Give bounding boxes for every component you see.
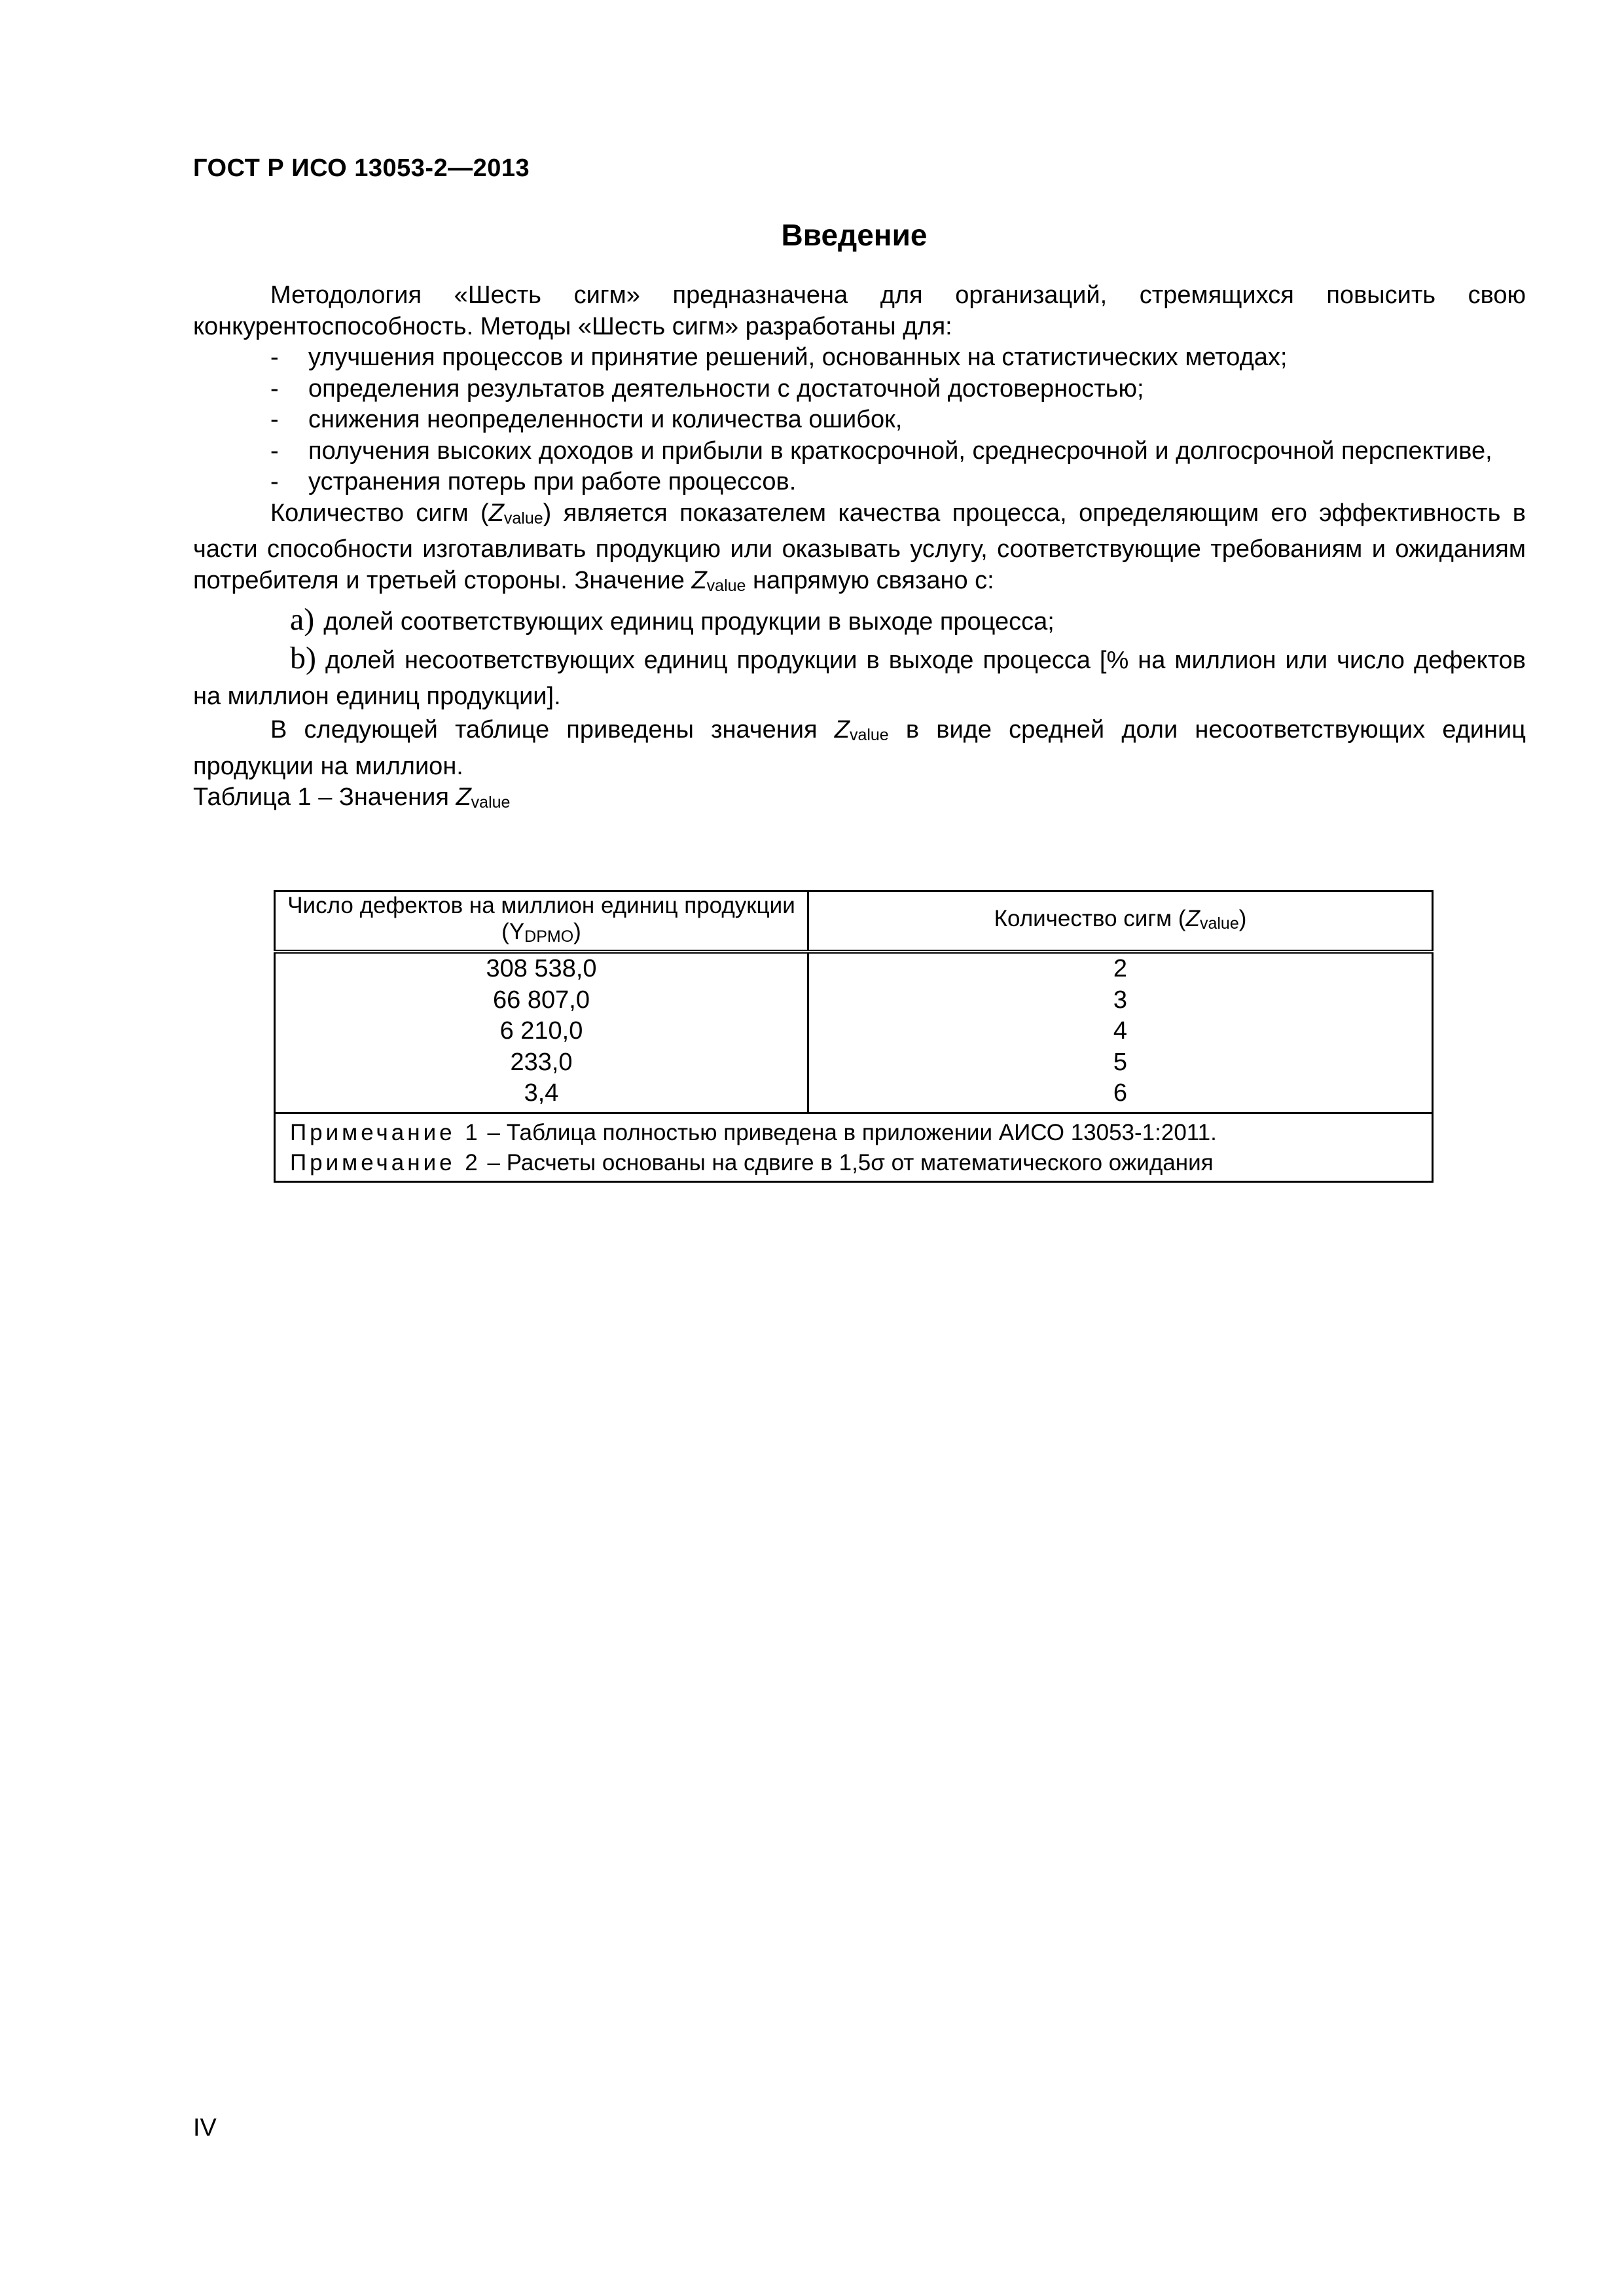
bullet-item-1 <box>193 342 1526 374</box>
bullet-text: улучшения процессов и принятие решений, основанных на статистических методах; <box>308 344 1288 371</box>
sigma-table <box>274 890 1434 1183</box>
table-caption <box>193 782 1526 819</box>
text-run: Количество сигм ( <box>270 499 489 527</box>
note-label: Примечание 2 <box>290 1149 481 1175</box>
bullet-item-4 <box>193 436 1526 467</box>
section-title: Введение <box>781 218 928 252</box>
note-label: Примечание 1 <box>290 1119 481 1145</box>
enum-text: долей несоответствующих единиц продукции в выходе процесса [% на миллион или число дефектов на миллион единиц продукции]. <box>193 647 1526 710</box>
z-symbol: Z <box>456 783 471 811</box>
dash-marker: - <box>270 437 279 465</box>
bullet-item-3 <box>193 404 1526 436</box>
cell-dpmo: 233,0 <box>275 1047 808 1079</box>
z-symbol: Z <box>691 566 707 594</box>
caption-text: Таблица 1 – Значения <box>193 783 456 811</box>
text-run: в виде средней доли несоответствующих единиц продукции на миллион. <box>193 716 1526 780</box>
cell-sigma: 2 <box>808 952 1433 985</box>
sigma-table-container <box>274 890 1434 1183</box>
cell-sigma: 4 <box>808 1016 1433 1047</box>
cell-dpmo: 3,4 <box>275 1078 808 1113</box>
y-subscript: DPMO <box>524 927 574 946</box>
text-run: ) является показателем качества процесса, определяющим его эффективность в части способности изготавливать продукцию или оказывать услугу, соответствующие требованиям и ожиданиям потребителя и третьей стороны. Значение <box>193 499 1526 594</box>
table-note-2 <box>290 1148 1417 1178</box>
z-symbol: Z <box>488 499 504 527</box>
table-row <box>275 1078 1433 1113</box>
z-subscript: value <box>503 509 543 528</box>
z-subscript: value <box>471 793 511 812</box>
table-row <box>275 985 1433 1016</box>
z-subscript: value <box>1199 914 1239 933</box>
text-run: В следующей таблице приведены значения <box>270 716 835 744</box>
dash-marker: - <box>270 406 279 433</box>
header-text-end: ) <box>573 918 581 944</box>
header-text: Количество сигм ( <box>994 905 1186 931</box>
y-symbol: Y <box>509 918 525 944</box>
enum-item-b <box>193 640 1526 715</box>
cell-sigma: 3 <box>808 985 1433 1016</box>
dash-marker: - <box>270 468 279 495</box>
bullet-text: получения высоких доходов и прибыли в краткосрочной, среднесрочной и долгосрочной перспективе, <box>308 437 1492 465</box>
enum-item-a <box>193 601 1526 640</box>
bullet-text: определения результатов деятельности с достаточной достоверностью; <box>308 374 1144 403</box>
table-notes-row <box>275 1113 1433 1181</box>
note-text: – Расчеты основаны на сдвиге в 1,5σ от математического ожидания <box>480 1149 1214 1175</box>
text-run: напрямую связано с: <box>746 566 994 594</box>
z-subscript: value <box>849 726 889 744</box>
header-text: Число дефектов на миллион единиц продукции ( <box>287 892 795 944</box>
bullet-text: снижения неопределенности и количества ошибок, <box>308 406 903 433</box>
note-text: – Таблица полностью приведена в приложении АИСО 13053-1:2011. <box>480 1119 1217 1145</box>
table-header-row <box>275 891 1433 952</box>
intro-paragraph-1: Методология «Шесть сигм» предназначена для организаций, стремящихся повысить свою конкурентоспособность. Методы «Шесть сигм» разработаны для: <box>193 281 1526 340</box>
enum-text: долей соответствующих единиц продукции в выходе процесса; <box>323 608 1055 636</box>
document-code-header: ГОСТ Р ИСО 13053-2—2013 <box>193 154 530 182</box>
table-row <box>275 1047 1433 1079</box>
enum-marker: a) <box>290 602 315 637</box>
header-text-end: ) <box>1238 905 1247 931</box>
cell-dpmo: 66 807,0 <box>275 985 808 1016</box>
sigma-definition-paragraph <box>193 498 1526 602</box>
bullet-item-2 <box>193 374 1526 405</box>
dash-marker: - <box>270 344 279 371</box>
cell-sigma: 5 <box>808 1047 1433 1079</box>
table-row <box>275 1016 1433 1047</box>
table-notes-cell <box>275 1113 1433 1181</box>
page-number: IV <box>193 2114 217 2142</box>
enum-marker: b) <box>290 641 316 675</box>
table-row <box>275 952 1433 985</box>
body-text <box>193 280 1526 819</box>
cell-dpmo: 6 210,0 <box>275 1016 808 1047</box>
header-sigma-count <box>808 891 1433 952</box>
bullet-text: устранения потерь при работе процессов. <box>308 468 797 495</box>
z-symbol: Z <box>1185 905 1200 931</box>
table-note-1 <box>290 1118 1417 1148</box>
z-symbol: Z <box>834 716 850 744</box>
z-subscript: value <box>706 576 746 595</box>
dash-marker: - <box>270 374 279 403</box>
bullet-item-5 <box>193 467 1526 498</box>
table-intro-paragraph <box>193 715 1526 782</box>
cell-sigma: 6 <box>808 1078 1433 1113</box>
header-dpmo <box>275 891 808 952</box>
cell-dpmo: 308 538,0 <box>275 952 808 985</box>
